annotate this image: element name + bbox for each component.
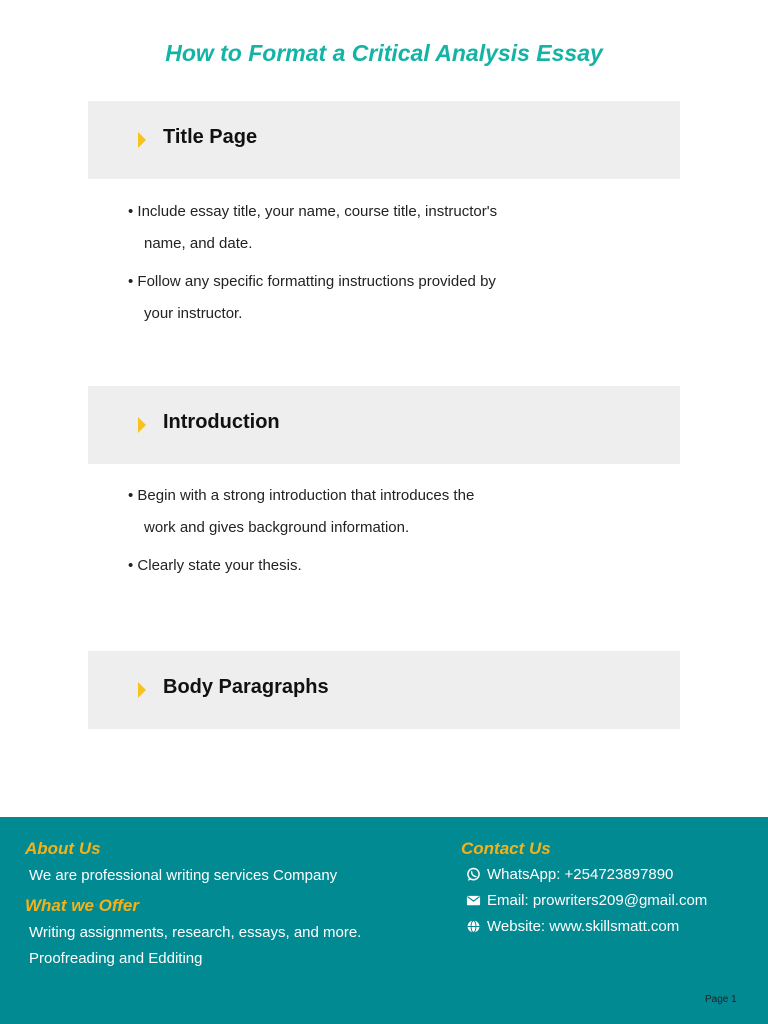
about-text: We are professional writing services Company [29, 867, 338, 884]
offer-line: Writing assignments, research, essays, and more. [29, 924, 362, 941]
offer-heading: What we Offer [25, 896, 139, 915]
whatsapp-contact[interactable] [466, 866, 673, 883]
bullet-text: • Follow any specific formatting instructions provided by [128, 273, 496, 290]
email-contact[interactable] [466, 892, 707, 909]
caret-right-icon [138, 132, 146, 148]
section-heading: Introduction [163, 411, 280, 433]
whatsapp-icon [466, 867, 481, 882]
document-title: How to Format a Critical Analysis Essay [165, 40, 603, 66]
section-heading: Body Paragraphs [163, 676, 329, 698]
envelope-icon [466, 893, 481, 908]
bullet-text-continued: your instructor. [144, 305, 243, 322]
section-header-body-paragraphs [88, 651, 680, 729]
globe-icon [466, 919, 481, 934]
section-header-title-page [88, 101, 680, 179]
website-contact[interactable] [466, 918, 679, 935]
website-text: Website: www.skillsmatt.com [487, 918, 680, 935]
contact-heading: Contact Us [461, 839, 551, 858]
bullet-text: • Include essay title, your name, course title, instructor's [128, 203, 498, 220]
section-heading: Title Page [163, 126, 258, 148]
whatsapp-text: WhatsApp: +254723897890 [487, 866, 674, 883]
bullet-item [128, 550, 548, 582]
caret-right-icon [138, 682, 146, 698]
bullet-text: • Begin with a strong introduction that introduces the [128, 487, 475, 504]
offer-line: Proofreading and Edditing [29, 950, 203, 967]
footer [0, 817, 768, 1024]
about-heading: About Us [25, 839, 101, 858]
email-text: Email: prowriters209@gmail.com [487, 892, 708, 909]
bullet-text-continued: work and gives background information. [144, 519, 410, 536]
caret-right-icon [138, 417, 146, 433]
section-header-introduction [88, 386, 680, 464]
bullet-item [128, 480, 548, 544]
bullet-item [128, 196, 548, 260]
page-number: Page 1 [705, 994, 737, 1005]
bullet-text: • Clearly state your thesis. [128, 557, 302, 574]
bullet-text-continued: name, and date. [144, 235, 253, 252]
bullet-item [128, 266, 548, 330]
